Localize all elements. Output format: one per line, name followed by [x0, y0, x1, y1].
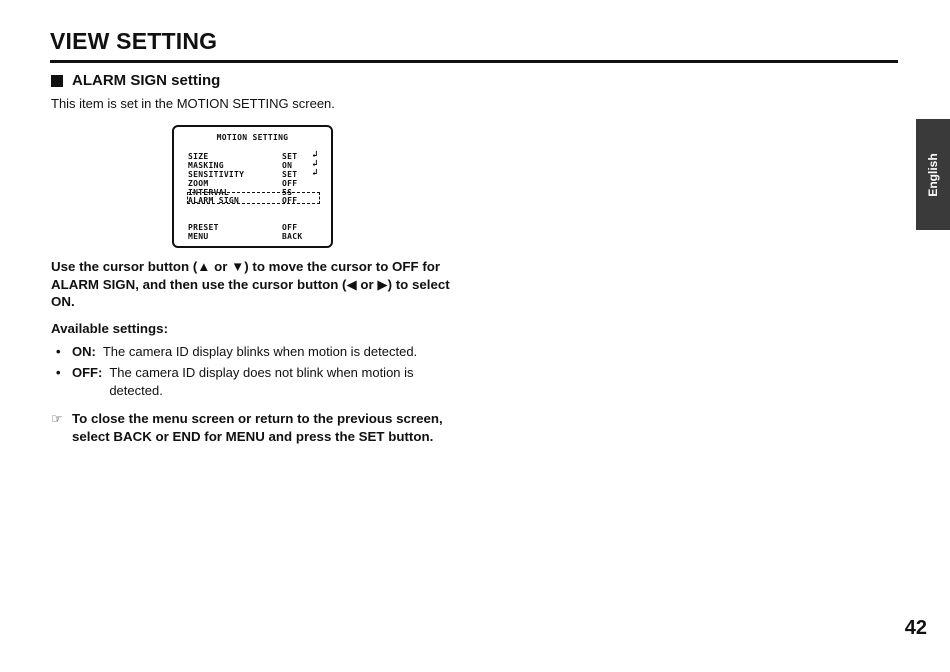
side-tab-label: English — [926, 152, 940, 197]
title-rule — [50, 60, 898, 63]
menu-row-value: SET — [282, 152, 298, 161]
intro-text: This item is set in the MOTION SETTING screen. — [51, 96, 335, 111]
menu-row — [188, 179, 323, 188]
menu-row-label: MENU — [188, 232, 209, 241]
menu-row-label: ZOOM — [188, 179, 209, 188]
language-side-tab — [916, 119, 950, 230]
page-title: VIEW SETTING — [50, 28, 218, 54]
menu-row — [188, 170, 323, 179]
menu-row-label: INTERVAL — [188, 188, 229, 197]
setting-item-on — [56, 343, 446, 361]
note-text: To close the menu screen or return to the previous screen, select BACK or END for MENU and press the SET button. — [72, 411, 443, 444]
page-number: 42 — [904, 617, 927, 639]
menu-row-value: OFF — [282, 179, 298, 188]
menu-row-value: ON — [282, 161, 293, 170]
bullet-icon: • — [56, 344, 61, 359]
menu-cursor-highlight — [187, 192, 320, 204]
menu-row — [188, 223, 323, 232]
menu-row-value: 5S — [282, 188, 293, 197]
menu-row-value: BACK — [282, 232, 303, 241]
section-heading-text: ALARM SIGN setting — [72, 72, 221, 89]
menu-screen-illustration — [172, 125, 333, 248]
menu-row-label: SENSITIVITY — [188, 170, 245, 179]
pointing-hand-icon: ☞ — [51, 411, 63, 426]
menu-row — [188, 161, 323, 170]
setting-desc: The camera ID display does not blink when motion is detected. — [109, 365, 414, 398]
note — [51, 410, 451, 445]
menu-row-label: MASKING — [188, 161, 224, 170]
menu-screen-title: MOTION SETTING — [216, 133, 289, 142]
bullet-icon: • — [56, 365, 61, 380]
menu-row-value: SET — [282, 170, 298, 179]
setting-key: ON: — [72, 344, 96, 359]
menu-row-label: ALARM SIGN — [188, 196, 240, 205]
menu-row-value: OFF — [282, 196, 298, 205]
menu-row-label: SIZE — [188, 152, 209, 161]
setting-key: OFF: — [72, 365, 103, 380]
menu-row — [188, 152, 323, 161]
section-heading — [51, 72, 220, 89]
menu-row-value: OFF — [282, 223, 298, 232]
square-bullet-icon — [51, 75, 63, 87]
instruction-text: Use the cursor button (▲ or ▼) to move the cursor to OFF for ALARM SIGN, and then use the cursor button (◀ or ▶) to select ON. — [51, 259, 450, 309]
enter-icon: ↲ — [312, 159, 318, 169]
menu-row-label: PRESET — [188, 223, 219, 232]
enter-icon: ↲ — [312, 150, 318, 160]
setting-item-off — [56, 364, 446, 399]
enter-icon: ↲ — [312, 168, 318, 178]
menu-row — [188, 232, 323, 241]
setting-desc: The camera ID display blinks when motion is detected. — [102, 344, 418, 359]
available-settings-title: Available settings: — [51, 321, 168, 336]
